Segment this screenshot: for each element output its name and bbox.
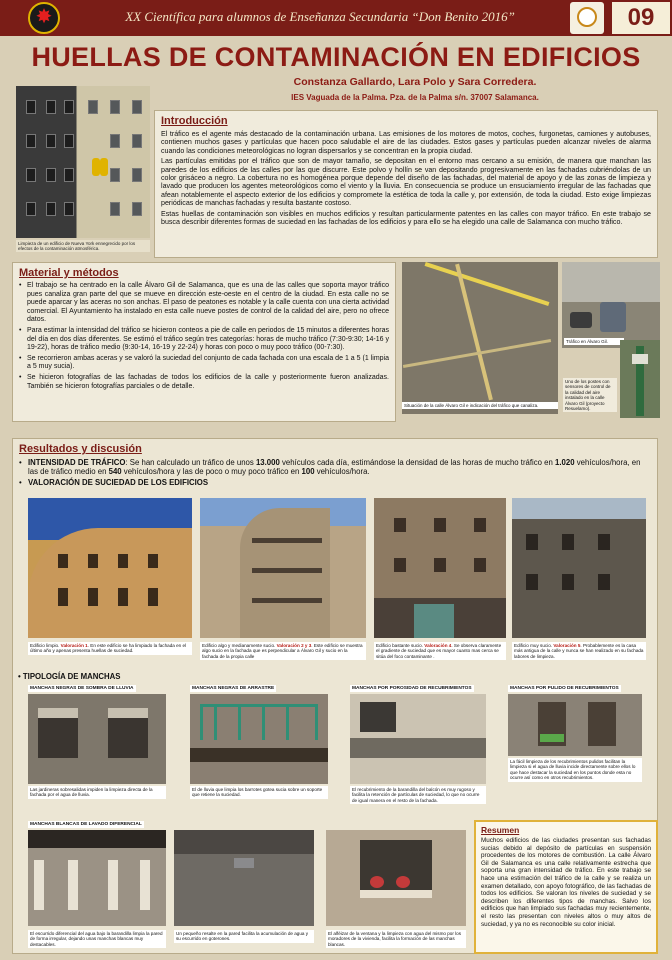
- post-photo-caption: Uno de los postes con sensores de control de la calidad del aire instalado en la calle Álvaro Gil (proyecto Resuelamo).: [563, 378, 617, 412]
- building-caption-3: [374, 642, 506, 660]
- street-map-aerial: [402, 262, 558, 414]
- traffic-text: vehículos/hora.: [314, 467, 370, 477]
- star-icon: ✸: [35, 6, 53, 28]
- intro-paragraph: Las partículas emitidas por el tráfico que son de mayor tamaño, se depositan en el entorno mas cercano a su emisión, de manera que manchan las paredes de los edificios de las calles por las que discurre. Este polvo y hollín se van depositando progresivamente en las fachadas cubriéndolas de un color grisáceo a negro. La cobertura no es homogénea porque depende del diseño de las fachadas, del material de apoyo y de las zonas de limpieza y lavado que producen los agentes meteorológicos como el viento y la lluvia. En consecuencia se produce un ensuciamiento irregular de las fachadas que afean notablemente el aspecto exterior de los edificios y compromete la estética de toda la calle y, por extensión, de toda la ciudad. Esto exige limpiezas periódicas de manchas fachadas y resulta bastante costoso.: [161, 157, 651, 208]
- conference-title: XX Científica para alumnos de Enseñanza Secundaria “Don Benito 2016”: [125, 9, 515, 24]
- caption-text: Edificio muy sucio.: [514, 643, 554, 648]
- valuation-heading: [19, 478, 651, 487]
- valuation-label: VALORACIÓN DE SUCIEDAD DE LOS EDIFICIOS: [28, 477, 209, 487]
- header-bar: [0, 0, 672, 36]
- introduction-heading: Introducción: [161, 115, 228, 127]
- caption-text: Edificio limpio.: [30, 643, 61, 648]
- conference-logo: [28, 2, 60, 34]
- intro-paragraph: Estas huellas de contaminación son visibles en muchos edificios y resultan particularmente patentes en las calles con mayor tráfico. En este trabajo se busca describir diferentes formas de suciedad en las fachadas de los edificios y para ello se ha elegido una calle de Salamanca con mucho tráfico.: [161, 209, 651, 227]
- traffic-total: 13.000: [255, 458, 280, 467]
- methods-item: • Se hicieron fotografías de las fachadas de todos los edificios de la calle y posteriormente fueron analizadas. También se hicieron fotografías parciales o de detalle.: [19, 374, 389, 391]
- methods-list: [19, 282, 389, 391]
- stain-photo-3: [350, 694, 486, 784]
- seal-icon: [577, 7, 597, 27]
- stain-photo-5: [28, 830, 166, 926]
- methods-item: • El trabajo se ha centrado en la calle Álvaro Gil de Salamanca, que es una de las calles que soporta mayor tráfico pues canaliza gran parte del que se mueve en dirección este-oeste en el centro de la ciudad. En esta calle no se puede aparcar y las aceras no son anchas. El paso de peatones es notable y la calle cuenta con una cierta actividad comercial. El Ayuntamiento ha instalado en esta calle nueve postes de control de la calidad del aire, pero no ofrece datos.: [19, 282, 389, 325]
- valuation-value: Valoración 1: [60, 643, 88, 648]
- traffic-label: INTENSIDAD DE TRÁFICO: [28, 458, 126, 467]
- new-york-building-photo: [16, 86, 150, 238]
- methods-heading: Material y métodos: [19, 267, 119, 279]
- summary-heading: Resumen: [481, 825, 520, 835]
- building-photo-3: [374, 498, 506, 638]
- summary-box: [474, 820, 658, 954]
- poster-number: 09: [612, 2, 670, 34]
- caption-text: Edificio algo y medianamente sucio.: [202, 643, 277, 648]
- introduction-section: [154, 110, 658, 258]
- results-heading: Resultados y discusión: [19, 443, 142, 455]
- traffic-text: vehículos cada día, estimándose la densidad de las horas de mucho tráfico en: [279, 458, 556, 467]
- stain-label: MANCHAS NEGRAS DE SOMBRA DE LLUVIA: [30, 686, 134, 691]
- stain-caption: El de lluvia que limpia los barrotes gotea sucia sobre un soporte que retiene la suciedad.: [190, 786, 328, 799]
- traffic-intensity-text: [19, 458, 651, 477]
- new-york-photo-caption: Limpieza de un edificio de Nueva York ennegrecido por los efectos de la contaminación atmosférica.: [16, 240, 150, 252]
- typology-heading: • TIPOLOGÍA DE MANCHAS: [18, 672, 121, 681]
- traffic-text: vehículos/hora, en las de tráfico medio en: [28, 458, 641, 477]
- methods-item: • Para estimar la intensidad del tráfico se hicieron conteos a pie de calle en periodos de 15 minutos a diferentes horas del día en dos días diferentes. Se estimó el tráfico según tres categorías: horas de mucho tráfico (7:30-9:30; 14-16 y 19-22), horas de tráfico medio (9:30-14, 16-19 y 22-24) y horas con poco o muy poco tráfico (00-7:30).: [19, 327, 389, 353]
- authors: Constanza Gallardo, Lara Polo y Sara Corredera.: [293, 76, 537, 88]
- traffic-text: : Se han calculado un tráfico de unos: [125, 458, 256, 467]
- valuation-value: Valoración 2 y 3: [276, 643, 312, 648]
- traffic-low: 100: [301, 467, 315, 477]
- stain-photo-6: [174, 830, 314, 926]
- stain-caption: Un pequeño resalte en la pared facilita la acumulación de agua y su escurrido en goterones.: [174, 930, 314, 943]
- building-photo-2: [200, 498, 366, 638]
- stain-caption: El alféizar de la ventana y la limpieza con agua del mismo por los moradores de la vivienda, facilita la formación de las manchas blancas.: [326, 930, 466, 948]
- building-caption-2: [200, 642, 366, 660]
- stain-photo-2: [190, 694, 328, 784]
- building-caption-4: [512, 642, 646, 660]
- stain-photo-1: [28, 694, 166, 784]
- caption-text: . Se observa claramente el gradiente de suciedad que es mayor cuanto mas cerca se sitúa del foco contaminante .: [376, 643, 502, 659]
- street-traffic-photo: [562, 262, 660, 348]
- traffic-high: 1.020: [555, 458, 575, 467]
- stain-label: MANCHAS BLANCAS DE LAVADO DIFERENCIAL: [30, 822, 142, 827]
- caption-text: Edificio bastante sucio.: [376, 643, 425, 648]
- methods-section: [12, 262, 396, 422]
- valuation-value: Valoración 4: [424, 643, 452, 648]
- stain-photo-4: [508, 694, 642, 756]
- map-caption: Situación de la calle Álvaro Gil e indicación del tráfico que canaliza.: [402, 402, 558, 409]
- summary-text: Muchos edificios de las ciudades presentan sus fachadas sucias debido al depósito de partículas en suspensión procedentes de los motores de combustión. La calle Álvaro Gil de Salamanca es una calle relativamente estrecha que soporta una gran intensidad de tráfico. En este trabajo se hace una estimación del tráfico de la calle y se realiza un examen detallado, con apoyo fotográfico, de las fachadas de todos los edificios. Se valoran los niveles de suciedad y se describen los diferentes tipos de manchas. Salvo los edificios que han limpiado sus fachadas muy recientemente, el resto las presentan con niveles altos o muy altos de suciedad, y ya no es reconocible su color inicial.: [481, 837, 651, 928]
- school-address: IES Vaguada de la Palma. Pza. de la Palma s/n. 37007 Salamanca.: [291, 93, 539, 102]
- school-seal: [570, 2, 604, 34]
- intro-paragraph: El tráfico es el agente más destacado de la contaminación urbana. Las emisiones de los motores de motos, coches, furgonetas, camiones y autobuses, contienen muchos gases y partículas que hacen poco saludable el aire de las ciudades. Estos gases y partículas pueden alcanzar niveles de alarma cuando las condiciones meteorológicas no logran dispersarlos y se concentran en la propia ciudad.: [161, 130, 651, 155]
- air-quality-post-photo: [620, 340, 660, 418]
- traffic-mid: 540: [108, 467, 122, 477]
- stain-label: MANCHAS NEGRAS DE ARRASTRE: [192, 686, 275, 691]
- typology-label: TIPOLOGÍA DE MANCHAS: [22, 672, 121, 681]
- street-photo-caption: Tráfico en Álvaro Gil.: [564, 338, 624, 345]
- building-photo-4: [512, 498, 646, 638]
- stain-caption: Las jardineras sobresalidas impiden la limpieza directa de la fachada por el agua de lluvia.: [28, 786, 166, 799]
- caption-text: . En este edificio se ha limpiado la fachada en el último año y apenas presenta huellas de suciedad.: [30, 643, 187, 654]
- stain-photo-7: [326, 830, 466, 926]
- traffic-text: vehículos/hora y las de poco o muy poco tráfico en: [121, 467, 302, 477]
- methods-item: • Se recorrieron ambas aceras y se valoró la suciedad del conjunto de cada fachada con una escala de 1 a 5 (1 limpia a 5 muy sucia).: [19, 355, 389, 372]
- poster-title: HUELLAS DE CONTAMINACIÓN EN EDIFICIOS: [31, 42, 641, 72]
- stain-caption: El recubrimiento de la barandilla del balcón es muy rugoso y facilita la retención de partículas de suciedad, lo que no ocurre de igual manera en el resto de la fachada.: [350, 786, 486, 804]
- building-caption-1: [28, 642, 192, 655]
- stain-caption: El escurrido diferencial del agua bajo la barandilla limpia la pared de forma irregular, dejando unas manchas blancas muy destacables.: [28, 930, 166, 948]
- caption-text: . Probablemente es la casa más antigua de la calle y nunca se han realizado en su fachada labores de limpieza.: [514, 643, 644, 659]
- caption-text: . Este edificio se muestra algo sucio en la fachada que es perpendicular a Álvaro Gil y sucio en la fachada de la propia calle: [202, 643, 363, 659]
- valuation-value: Valoración 5: [553, 643, 581, 648]
- stain-label: MANCHAS POR POROSIDAD DE RECUBRIMIENTOS: [352, 686, 472, 691]
- stain-label: MANCHAS POR PULIDO DE RECUBRIMIENTOS: [510, 686, 619, 691]
- building-photo-1: [28, 498, 192, 638]
- stain-caption: La fácil limpieza de los recubrimientos pulidos facilitan la limpieza si el agua de lluvia incide directamente sobre ellos lo que hace destacar la suciedad en los puntos donde esta no ocurre así como en otros recubrimientos.: [508, 758, 642, 782]
